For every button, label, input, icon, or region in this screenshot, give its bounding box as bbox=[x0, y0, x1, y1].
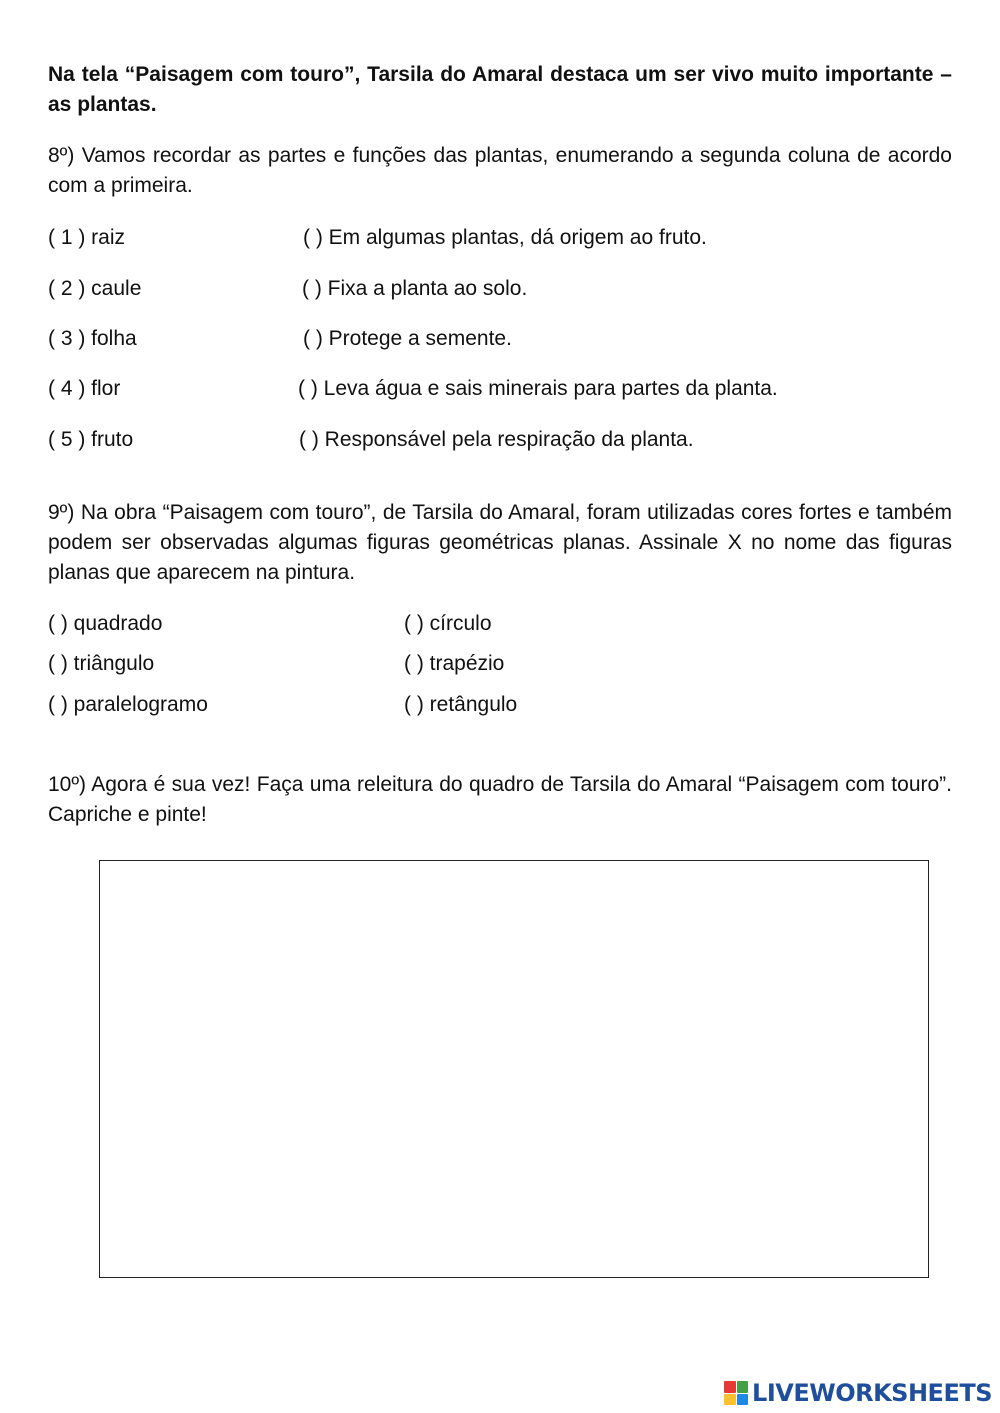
liveworksheets-logo-icon bbox=[724, 1381, 748, 1405]
q8-function-4[interactable]: ( ) Leva água e sais minerais para partes da planta. bbox=[298, 377, 778, 400]
q8-function-3[interactable]: ( ) Protege a semente. bbox=[303, 327, 512, 350]
q8-function-1[interactable]: ( ) Em algumas plantas, dá origem ao fruto. bbox=[303, 226, 707, 249]
question-9-prompt: 9º) Na obra “Paisagem com touro”, de Tarsila do Amaral, foram utilizadas cores fortes e também podem ser observadas algumas figuras geométricas planas. Assinale X no nome das figuras planas que aparecem na pintura. bbox=[48, 501, 952, 584]
liveworksheets-brand bbox=[724, 1378, 992, 1408]
intro-text: Na tela “Paisagem com touro”, Tarsila do Amaral destaca um ser vivo muito importante – as plantas. bbox=[48, 63, 952, 116]
q8-function-2[interactable]: ( ) Fixa a planta ao solo. bbox=[302, 277, 528, 300]
q9-option-paralelogramo[interactable]: ( ) paralelogramo bbox=[48, 693, 208, 716]
q9-option-retangulo[interactable]: ( ) retângulo bbox=[404, 693, 518, 716]
q8-function-5[interactable]: ( ) Responsável pela respiração da planta. bbox=[299, 428, 694, 451]
q8-part-5: ( 5 ) fruto bbox=[48, 428, 134, 451]
q9-option-circulo[interactable]: ( ) círculo bbox=[404, 612, 492, 635]
question-8-prompt: 8º) Vamos recordar as partes e funções das plantas, enumerando a segunda coluna de acordo com a primeira. bbox=[48, 144, 952, 197]
brand-name: LIVEWORKSHEETS bbox=[752, 1379, 992, 1407]
q9-option-triangulo[interactable]: ( ) triângulo bbox=[48, 652, 155, 675]
drawing-box[interactable] bbox=[99, 860, 929, 1278]
q8-part-4: ( 4 ) flor bbox=[48, 377, 121, 400]
q8-part-2: ( 2 ) caule bbox=[48, 277, 142, 300]
q9-option-trapezio[interactable]: ( ) trapézio bbox=[404, 652, 505, 675]
q8-part-1: ( 1 ) raiz bbox=[48, 226, 126, 249]
question-10-prompt: 10º) Agora é sua vez! Faça uma releitura do quadro de Tarsila do Amaral “Paisagem com touro”. Capriche e pinte! bbox=[48, 773, 952, 826]
q9-option-quadrado[interactable]: ( ) quadrado bbox=[48, 612, 163, 635]
q8-part-3: ( 3 ) folha bbox=[48, 327, 137, 350]
